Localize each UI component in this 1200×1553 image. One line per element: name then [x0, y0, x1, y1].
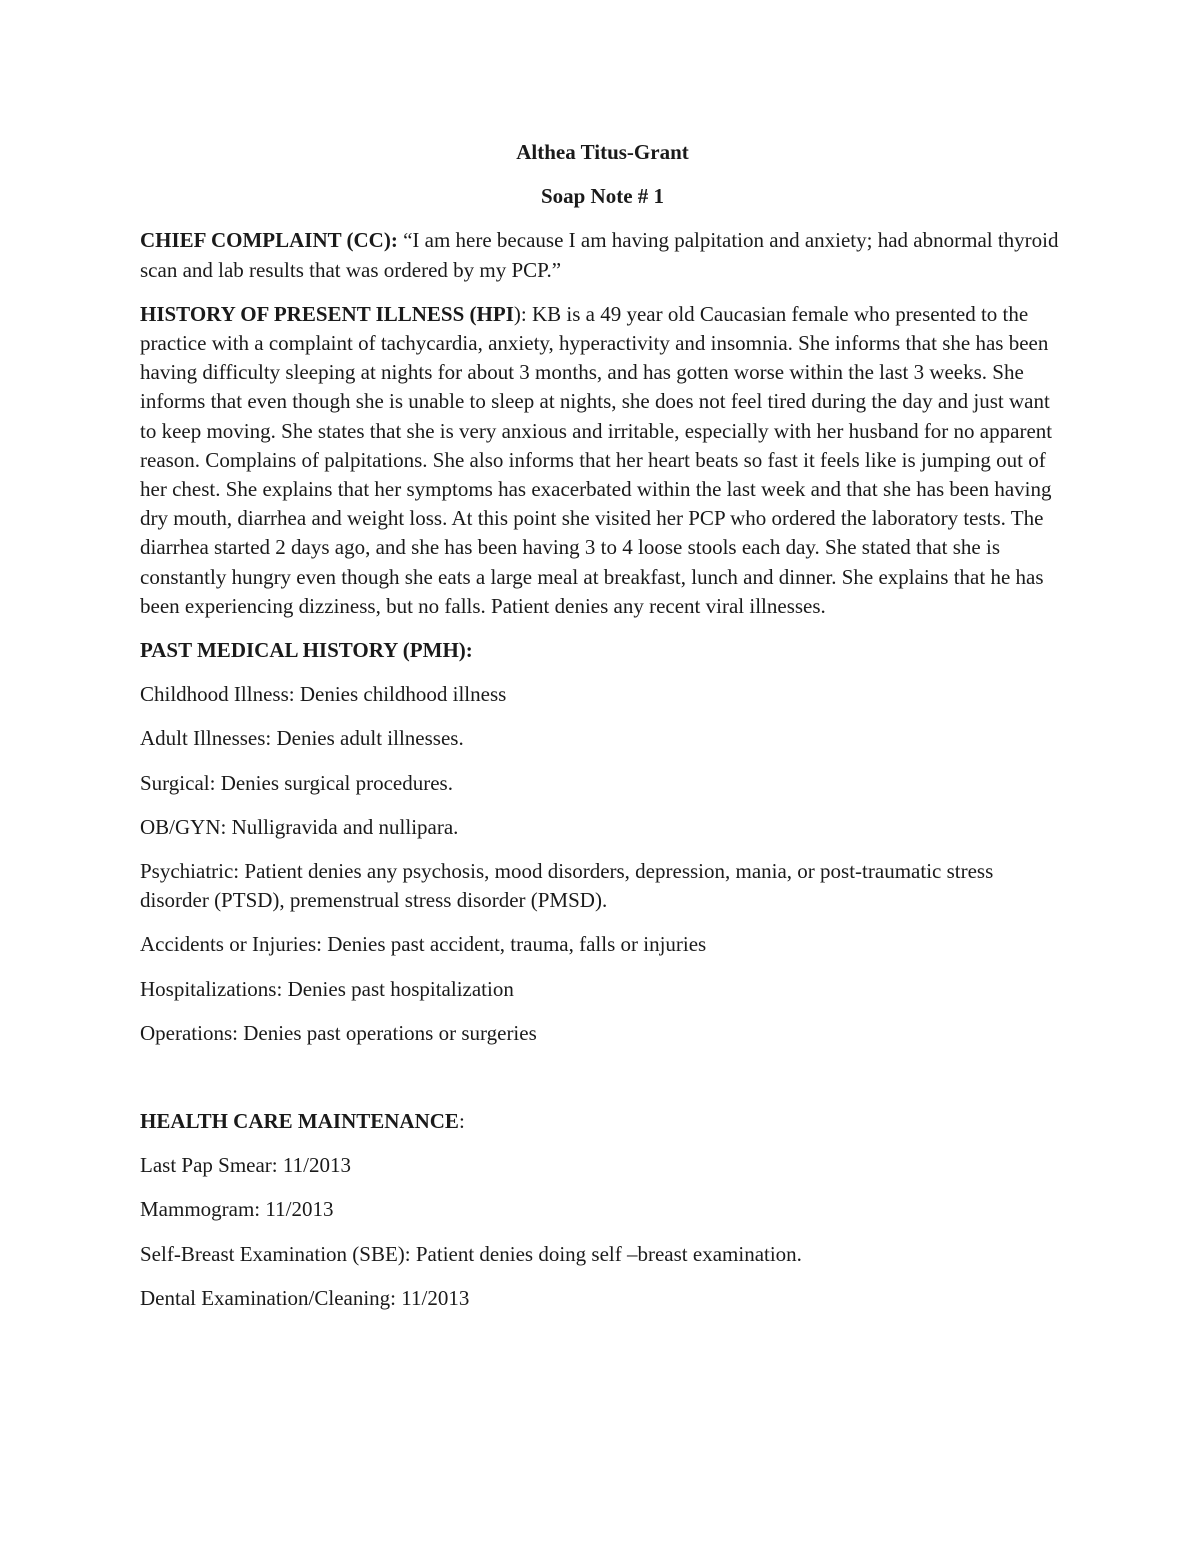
chief-complaint-label: CHIEF COMPLAINT (CC): [140, 228, 398, 253]
hpi-paragraph [140, 300, 1065, 621]
document-page [140, 138, 1065, 1328]
hcm-item-sbe: Self-Breast Examination (SBE): Patient denies doing self –breast examination. [140, 1241, 802, 1266]
section-spacer [140, 1063, 1065, 1107]
chief-complaint [140, 226, 1065, 284]
hcm-heading: HEALTH CARE MAINTENANCE [140, 1109, 459, 1134]
hpi-label: HISTORY OF PRESENT ILLNESS (HPI [140, 301, 514, 326]
hcm-heading-suffix: : [458, 1109, 465, 1134]
hcm-item-mammogram: Mammogram: 11/2013 [140, 1197, 334, 1222]
pmh-item-surgical: Surgical: Denies surgical procedures. [140, 770, 453, 795]
pmh-item-psychiatric: Psychiatric: Patient denies any psychosis, mood disorders, depression, mania, or post-traumatic stress disorder (PTSD), premenstrual stress disorder (PMSD). [140, 859, 994, 913]
hcm-heading-line [140, 1107, 1065, 1136]
hpi-text: KB is a 49 year old Caucasian female who presented to the practice with a complaint of tachycardia, anxiety, hyperactivity and insomnia. She informs that she has been having difficulty sleeping at nights for about 3 months, and has gotten worse within the last 3 weeks. She informs that even though she is unable to sleep at nights, she does not feel tired during the day and just want to keep moving. She states that she is very anxious and irritable, especially with her husband for no apparent reason. Complains of palpitations. She also informs that her heart beats so fast it feels like is jumping out of her chest. She explains that her symptoms has exacerbated within the last week and that she has been having dry mouth, diarrhea and weight loss. At this point she visited her PCP who ordered the laboratory tests. The diarrhea started 2 days ago, and she has been having 3 to 4 loose stools each day. She stated that she is constantly hungry even though she eats a large meal at breakfast, lunch and dinner. She explains that he has been experiencing dizziness, but no falls. Patient denies any recent viral illnesses. [140, 301, 1053, 618]
document-author: Althea Titus-Grant [516, 140, 689, 164]
pmh-item-childhood: Childhood Illness: Denies childhood illness [140, 682, 507, 707]
pmh-item-operations: Operations: Denies past operations or surgeries [140, 1020, 537, 1045]
document-subtitle: Soap Note # 1 [540, 184, 665, 209]
chief-complaint-text: “I am here because I am having palpitation and anxiety; had abnormal thyroid scan and lab results that was ordered by my PCP.” [140, 228, 1059, 282]
pmh-item-accidents: Accidents or Injuries: Denies past accident, trauma, falls or injuries [140, 932, 707, 957]
pmh-item-adult: Adult Illnesses: Denies adult illnesses. [140, 726, 464, 751]
pmh-item-obgyn: OB/GYN: Nulligravida and nullipara. [140, 814, 459, 839]
hpi-label-suffix: ): [513, 301, 527, 326]
pmh-item-hospitalizations: Hospitalizations: Denies past hospitalization [140, 976, 514, 1001]
hcm-item-dental: Dental Examination/Cleaning: 11/2013 [140, 1285, 470, 1310]
pmh-heading: PAST MEDICAL HISTORY (PMH): [140, 638, 473, 663]
hcm-item-pap-smear: Last Pap Smear: 11/2013 [140, 1153, 351, 1178]
